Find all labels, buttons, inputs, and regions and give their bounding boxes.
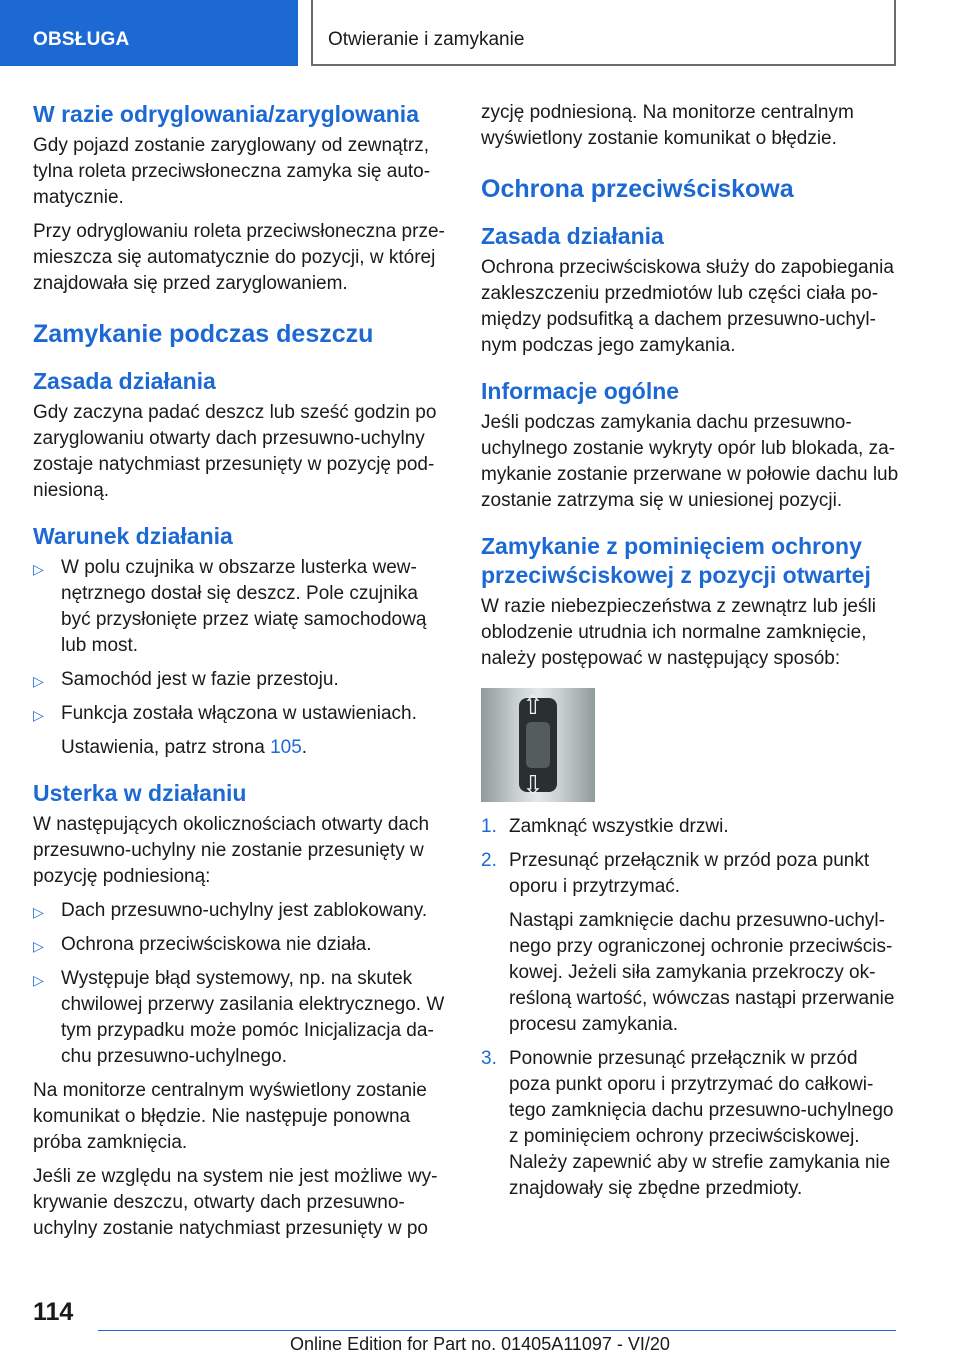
section-tab: OBSŁUGA: [0, 0, 298, 66]
heading-general-info: Informacje ogólne: [481, 378, 680, 404]
paragraph: W razie niebezpieczeństwa z zewnątrz lub jeśli oblodzenie utrudnia ich normalne zamknięcie, należy postępować w następujący sposób:: [481, 596, 876, 669]
list-item: ▷ Dach przesuwno-uchylny jest zablokowany.: [33, 898, 445, 924]
triangle-bullet-icon: ▷: [33, 972, 44, 988]
footer-divider: [98, 1330, 896, 1331]
right-column: [481, 100, 901, 1210]
paragraph: Przy odryglowaniu roleta przeciwsłoneczna przemieszcza się automatycznie do pozycji, w której znajdowała się przed zaryglowaniem.: [33, 221, 445, 294]
paragraph: Gdy pojazd zostanie zaryglowany od zewnątrz, tylna roleta przeciwsłoneczna zamyka się automatycznie.: [33, 135, 431, 208]
heading-rain-closing: Zamykanie podczas deszczu: [33, 320, 374, 348]
list-item: ▷ Występuje błąd systemowy, np. na skutek chwilowej przerwy zasilania elektrycznego. W tym przypadku może pomóc Inicjalizacja dachu przesuwno-uchylnego.: [33, 968, 445, 1067]
list-item: 2. Przesunąć przełącznik w przód poza punkt oporu i przytrzymać.: [481, 850, 870, 897]
condition-list: [33, 555, 445, 727]
paragraph: Jeśli ze względu na system nie jest możliwe wykrywanie deszczu, otwarty dach przesuwno-uchylny zostanie natychmiast przesunięty w po: [33, 1166, 438, 1239]
switch-knob: [526, 722, 550, 768]
triangle-bullet-icon: ▷: [33, 561, 44, 577]
roof-switch-image: [481, 688, 595, 802]
triangle-bullet-icon: ▷: [33, 707, 44, 723]
list-item: 3. Ponownie przesunąć przełącznik w przód poza punkt oporu i przytrzymać do całkowitego zamknięcia dachu przesuwno-uchylnego z pominięciem ochrony przeciwściskowej. Należy zapewnić aby w strefie zamykania nie znajdowały się zbędne przedmioty.: [481, 1048, 894, 1199]
list-item: 1. Zamknąć wszystkie drzwi.: [481, 816, 729, 837]
paragraph: Jeśli podczas zamykania dachu przesuwno-uchylnego zostanie wykryty opór lub blokada, zamykanie zostanie przerwane w połowie dachu lub zostanie zatrzyma się w uniesionej pozycji.: [481, 412, 899, 511]
heading-condition: Warunek działania: [33, 523, 233, 549]
step-note: Nastąpi zamknięcie dachu przesuwno-uchylnego przy ograniczonej ochronie przeciwściskowej. Jeżeli siła zamykania przekroczy określoną wartość, wówczas nastąpi przerwanie procesu zamykania.: [509, 910, 895, 1035]
paragraph: W następujących okolicznościach otwarty dach przesuwno-uchylny nie zostanie przesunięty w pozycję podniesioną:: [33, 814, 430, 887]
heading-principle: Zasada działania: [33, 368, 216, 394]
list-item: ▷ Samochód jest w fazie przestoju.: [33, 667, 445, 693]
arrow-up-icon: ⇧: [522, 690, 544, 720]
paragraph: Na monitorze centralnym wyświetlony zostanie komunikat o błędzie. Nie następuje ponowna próba zamknięcia.: [33, 1080, 427, 1153]
step-list: [481, 1046, 901, 1202]
page-link[interactable]: 105: [270, 737, 302, 758]
list-item: ▷ Funkcja została włączona w ustawieniach.: [33, 701, 445, 727]
paragraph: zycję podniesioną. Na monitorze centralnym wyświetlony zostanie komunikat o błędzie.: [481, 102, 854, 149]
triangle-bullet-icon: ▷: [33, 673, 44, 689]
edition-footer: Online Edition for Part no. 01405A11097 - VI/20: [290, 1334, 670, 1354]
chapter-title: Otwieranie i zamykanie: [311, 0, 896, 66]
settings-reference: Ustawienia, patrz strona 105.: [61, 737, 308, 758]
heading-principle: Zasada działania: [481, 223, 664, 249]
heading-fault: Usterka w działaniu: [33, 780, 247, 806]
heading-bypass-closing: Zamykanie z pominięciem ochrony przeciwściskowej z pozycji otwartej: [481, 533, 871, 588]
list-item: ▷ Ochrona przeciwściskowa nie działa.: [33, 932, 445, 958]
heading-pinch-protection: Ochrona przeciwściskowa: [481, 175, 794, 203]
list-item: ▷ W polu czujnika w obszarze lusterka wewnętrznego dostał się deszcz. Pole czujnika być przysłonięte przez wiatę samochodową lub most.: [33, 557, 427, 656]
triangle-bullet-icon: ▷: [33, 938, 44, 954]
fault-list: [33, 898, 445, 1070]
paragraph: Gdy zaczyna padać deszcz lub sześć godzin po zaryglowaniu otwarty dach przesuwno-uchylny zostaje natychmiast przesunięty w pozycję podniesioną.: [33, 402, 437, 501]
paragraph: Ochrona przeciwściskowa służy do zapobiegania zakleszczeniu przedmiotów lub części ciała pomiędzy podsufitką a dachem przesuwno-uchylnym podczas jego zamykania.: [481, 257, 894, 356]
arrow-down-icon: ⇩: [522, 770, 544, 800]
left-column: [33, 100, 445, 1250]
triangle-bullet-icon: ▷: [33, 904, 44, 920]
step-list: [481, 814, 901, 900]
heading-unlock: W razie odryglowania/zaryglowania: [33, 101, 419, 127]
page-number: 114: [33, 1298, 74, 1326]
